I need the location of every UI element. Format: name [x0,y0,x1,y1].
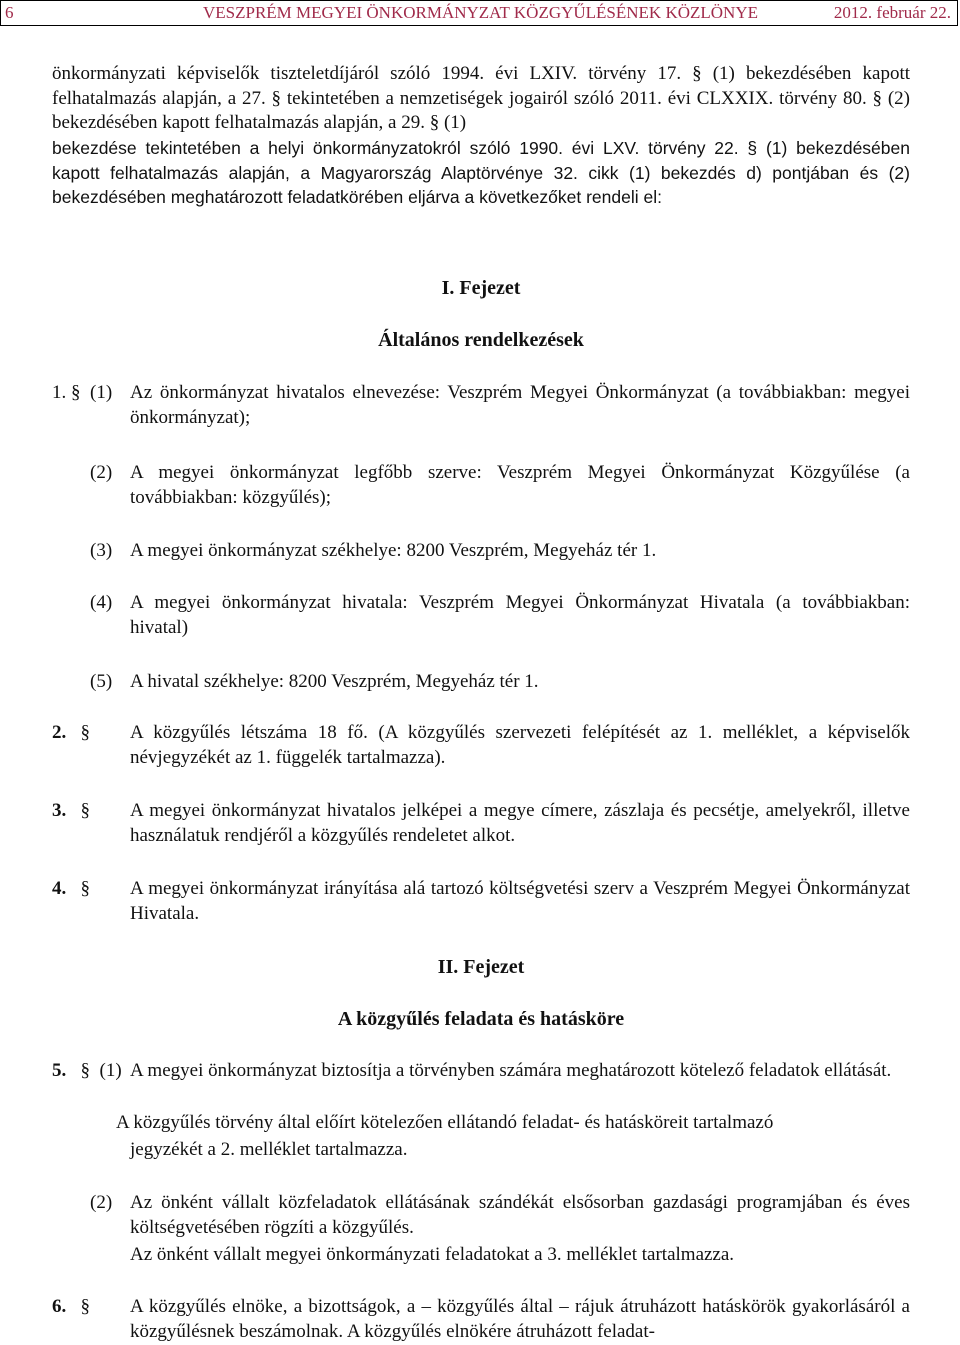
section-1-number: 1. § (1) [52,382,113,403]
page-number: 6 [5,3,14,22]
section-2-text: A közgyűlés létszáma 18 fő. (A közgyűlés szervezeti felépítését az 1. melléklet, a képviselők névjegyzékét az 1. függelék tartalmazza). [130,722,910,768]
section-1-para-2: (2) A megyei önkormányzat legfőbb szerve: Veszprém Megyei Önkormányzat Közgyűlése (a továbbiakban: közgyűlés); [90,462,910,508]
section-6-number: 6. [52,1296,67,1317]
chapter2-number: II. Fejezet [437,956,525,978]
section-1-para-3-text: A megyei önkormányzat székhelye: 8200 Veszprém, Megyeház tér 1. [130,540,657,561]
gazette-title: VESZPRÉM MEGYEI ÖNKORMÁNYZAT KÖZGYŰLÉSÉNEK KÖZLÖNYE [203,3,758,22]
section-1-para-4-text: A megyei önkormányzat hivatala: Veszprém Megyei Önkormányzat Hivatala (a továbbiakban: hivatal) [130,592,910,638]
section-5-number: 5. [52,1060,67,1081]
section-5-para-2-continued: Az önként vállalt megyei önkormányzati feladatokat a 3. melléklet tartalmazza. [130,1244,735,1265]
section-1-para-3: (3) A megyei önkormányzat székhelye: 8200 Veszprém, Megyeház tér 1. [90,538,910,563]
section-6: 6. § A közgyűlés elnöke, a bizottságok, a – közgyűlés által – rájuk átruházott hatáskörök gyakorlásáról a közgyűlésnek beszámolnak. A közgyűlés elnökére átruházott feladat- [52,1296,910,1342]
chapter1-title: Általános rendelkezések [378,329,584,351]
section-1-para-4: (4) A megyei önkormányzat hivatala: Veszprém Megyei Önkormányzat Hivatala (a továbbiakban: hivatal) [90,592,910,638]
section-5-para-2-text: Az önként vállalt közfeladatok ellátásának szándékát elsősorban gazdasági programjában és éves költségvetésében rögzíti a közgyűlés. [130,1192,910,1238]
section-4: 4. § A megyei önkormányzat irányítása alá tartozó költségvetési szerv a Veszprém Megyei Önkormányzat Hivatala. [52,878,910,924]
issue-date: 2012. február 22. [833,3,951,22]
section-1-para-2-text: A megyei önkormányzat legfőbb szerve: Veszprém Megyei Önkormányzat Közgyűlése (a továbbiakban: közgyűlés); [130,462,910,508]
chapter2-title: A közgyűlés feladata és hatásköre [337,1008,625,1030]
section-5-para-2: (2) Az önként vállalt közfeladatok ellátásának szándékát elsősorban gazdasági programjában és éves költségvetésében rögzíti a közgyűlés. [90,1192,910,1238]
section-1-para-1-text: Az önkormányzat hivatalos elnevezése: Veszprém Megyei Önkormányzat (a továbbiakban: megyei önkormányzat); [130,382,910,428]
section-5-para-1: 5. § (1) A megyei önkormányzat biztosítja a törvényben számára meghatározott kötelező feladatok ellátását. [52,1058,910,1083]
section-5-para-1-text: A megyei önkormányzat biztosítja a törvényben számára meghatározott kötelező feladatok ellátását. [130,1060,892,1081]
section-3-text: A megyei önkormányzat hivatalos jelképei a megye címere, zászlaja és pecsétje, amelyekről, illetve használatuk rendjéről a közgyűlés rendeletet alkot. [130,800,910,846]
section-2: 2. § A közgyűlés létszáma 18 fő. (A közgyűlés szervezeti felépítését az 1. melléklet, a képviselők névjegyzékét az 1. függelék tartalmazza). [52,722,910,768]
section-6-text: A közgyűlés elnöke, a bizottságok, a – közgyűlés által – rájuk átruházott hatáskörök gyakorlásáról a közgyűlésnek beszámolnak. A közgyűlés elnökére átruházott feladat- [130,1296,910,1342]
section-2-number: 2. [52,722,67,743]
section-5-para-1-continued-2: jegyzékét a 2. melléklet tartalmazza. [130,1139,408,1160]
page-header [0,0,958,26]
section-3-number: 3. [52,800,67,821]
intro-paragraph-part1: önkormányzati képviselők tiszteletdíjáról szóló 1994. évi LXIV. törvény 17. § (1) bekezdésében kapott felhatalmazás alapján, a 27. § tekintetében a nemzetiségek jogairól szóló 2011. évi CLXXIX. törvény 80. § (2) bekezdésében kapott felhatalmazás alapján, a 29. § (1) [52,63,910,134]
section-1-para-1 [52,380,910,430]
section-1-para-5: (5) A hivatal székhelye: 8200 Veszprém, Megyeház tér 1. [90,669,910,694]
section-4-text: A megyei önkormányzat irányítása alá tartozó költségvetési szerv a Veszprém Megyei Önkormányzat Hivatala. [130,878,910,924]
section-1-para-5-text: A hivatal székhelye: 8200 Veszprém, Megyeház tér 1. [130,671,539,692]
section-4-number: 4. [52,878,67,899]
intro-paragraph-part2: bekezdése tekintetében a helyi önkormányzatokról szóló 1990. évi LXV. törvény 22. § (1) bekezdésében kapott felhatalmazás alapján, a Magyarország Alaptörvénye 32. cikk (1) bekezdés d) pontjában és (2) bekezdésében meghatározott feladatkörében eljárva a következőket rendeli el: [52,138,910,208]
chapter1-number: I. Fejezet [441,277,521,299]
section-3: 3. § A megyei önkormányzat hivatalos jelképei a megye címere, zászlaja és pecsétje, amelyekről, illetve használatuk rendjéről a közgyűlés rendeletet alkot. [52,800,910,846]
section-5-para-1-continued: A közgyűlés törvény által előírt kötelezően ellátandó feladat- és hatásköreit tartalmazó [116,1112,774,1133]
